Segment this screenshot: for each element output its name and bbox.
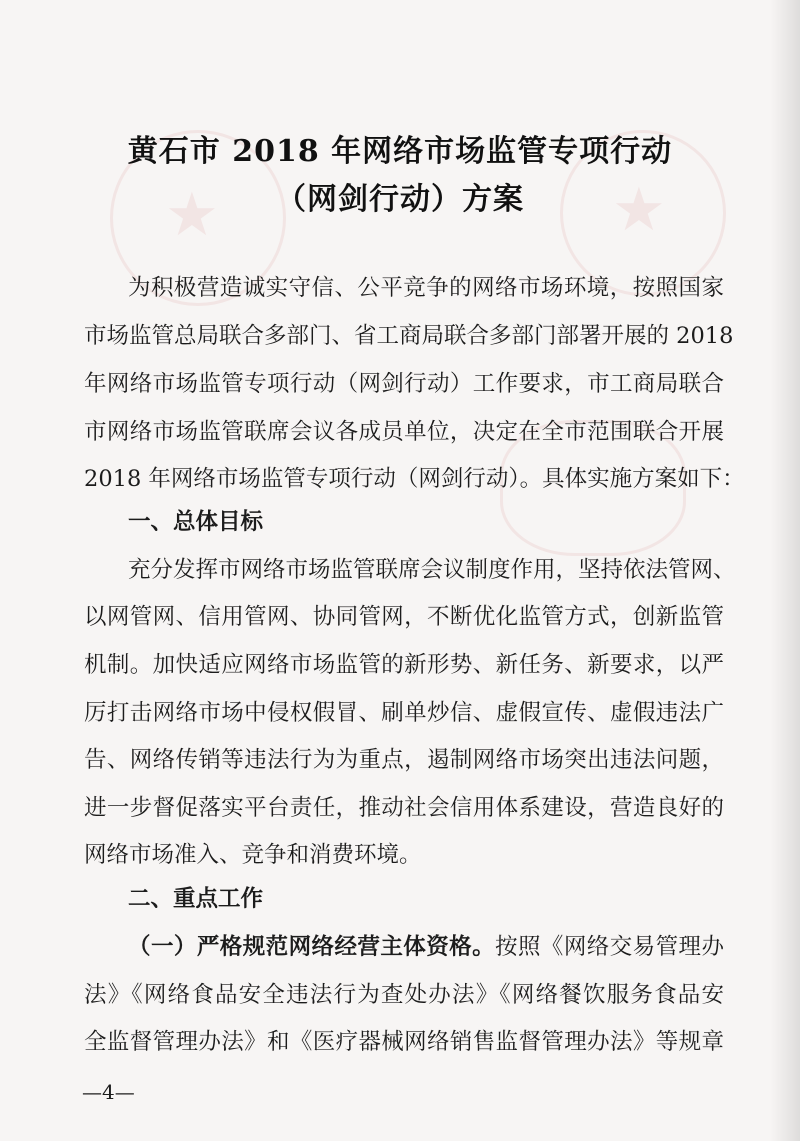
page-number: —4— <box>82 1080 135 1104</box>
item1-lead-rest: 按照《网络交易管理办 <box>495 934 724 960</box>
section2-line: 全监督管理办法》和《医疗器械网络销售监督管理办法》等规章 <box>84 1029 724 1055</box>
intro-line: 为积极营造诚实守信、公平竞争的网络市场环境，按照国家 <box>128 275 724 301</box>
intro-line: 年网络市场监管专项行动（网剑行动）工作要求，市工商局联合 <box>84 371 724 397</box>
section1-line: 以网管网、信用管网、协同管网，不断优化监管方式，创新监管 <box>84 604 724 630</box>
item1-lead: （一）严格规范网络经营主体资格。 <box>128 934 496 960</box>
section1-line: 机制。加快适应网络市场监管的新形势、新任务、新要求，以严 <box>84 652 724 678</box>
section1-line: 告、网络传销等违法行为为重点，遏制网络市场突出违法问题， <box>84 747 724 773</box>
section1-line: 充分发挥市网络市场监管联席会议制度作用，坚持依法管网、 <box>128 557 736 583</box>
intro-line: 市场监管总局联合多部门、省工商局联合多部门部署开展的 2018 <box>84 323 734 349</box>
document-title-line-1: 黄石市 2018 年网络市场监管专项行动 <box>127 134 673 169</box>
document-title-line-2: （网剑行动）方案 <box>276 182 524 217</box>
page-edge-shadow <box>770 0 800 1141</box>
section1-line: 网络市场准入、竞争和消费环境。 <box>84 842 422 868</box>
section2-item1-first-line <box>128 932 724 962</box>
section-heading-1: 一、总体目标 <box>128 509 264 535</box>
section2-line: 法》《网络食品安全违法行为查处办法》《网络餐饮服务食品安 <box>84 982 724 1008</box>
intro-line: 2018 年网络市场监管专项行动（网剑行动）。具体实施方案如下： <box>84 466 745 492</box>
seal-star-icon: ★ <box>165 180 219 250</box>
section1-line: 厉打击网络市场中侵权假冒、刷单炒信、虚假宣传、虚假违法广 <box>84 700 724 726</box>
section1-line: 进一步督促落实平台责任，推动社会信用体系建设，营造良好的 <box>84 795 724 821</box>
section-heading-2: 二、重点工作 <box>128 886 264 912</box>
intro-line: 市网络市场监管联席会议各成员单位，决定在全市范围联合开展 <box>84 419 724 445</box>
seal-star-icon: ★ <box>612 175 666 245</box>
